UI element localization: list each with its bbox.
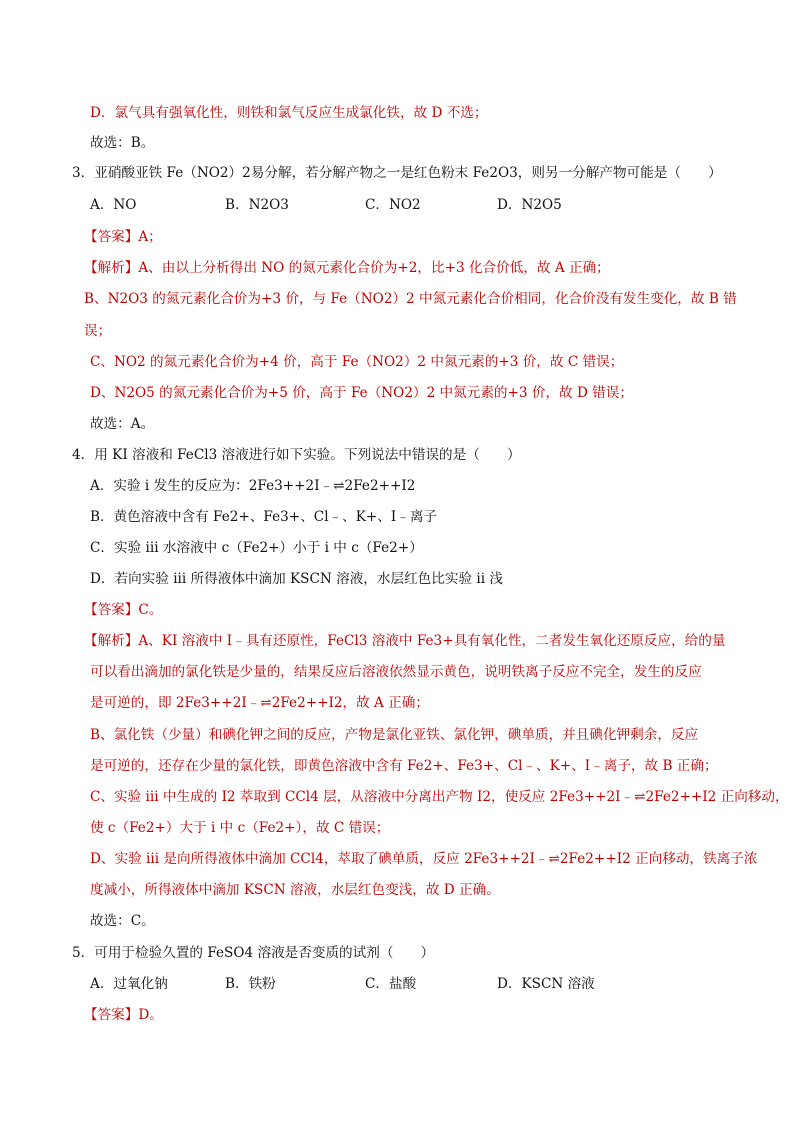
q5-option-d: D．KSCN 溶液: [497, 976, 595, 992]
q3-analysis-line: 【解析】A、由以上分析得出 NO 的氮元素化合价为+2，比+3 化合价低，故 A 正确；: [84, 260, 610, 276]
q4-stem: 4．用 KI 溶液和 FeCl3 溶液进行如下实验。下列说法中错误的是（ ）: [72, 447, 521, 463]
q3-analysis-line: B、N2O3 的氮元素化合价为+3 价，与 Fe（NO2）2 中氮元素化合价相同，化合价没有发生变化，故 B 错: [84, 291, 737, 307]
q3-analysis-line: 误；: [84, 323, 112, 339]
q4-analysis-line: 使 c（Fe2+）大于 i 中 c（Fe2+），故 C 错误；: [90, 820, 390, 836]
q4-choose: 故选：C。: [90, 913, 155, 929]
q3-stem: 3．亚硝酸亚铁 Fe（NO2）2易分解，若分解产物之一是红色粉末 Fe2O3，则另一分解产物可能是（ ）: [72, 165, 722, 181]
prev-option-d-explanation: D．氯气具有强氧化性，则铁和氯气反应生成氯化铁，故 D 不选；: [90, 105, 488, 121]
q3-analysis-line: D、N2O5 的氮元素化合价为+5 价，高于 Fe（NO2）2 中氮元素的+3 价，故 D 错误；: [90, 385, 633, 401]
q4-analysis-line: 是可逆的，即 2Fe3++2I﹣⇌2Fe2++I2，故 A 正确；: [90, 695, 429, 711]
q5-answer: 【答案】D。: [84, 1007, 163, 1023]
q5-option-a: A．过氧化钠: [90, 976, 168, 992]
q3-option-d: D．N2O5: [497, 197, 562, 213]
q4-analysis-line: 度减小，所得液体中滴加 KSCN 溶液，水层红色变浅，故 D 正确。: [90, 882, 500, 898]
q4-analysis-line: B、氯化铁（少量）和碘化钾之间的反应，产物是氯化亚铁、氯化钾，碘单质，并且碘化钾剩余，反应: [90, 727, 699, 743]
q4-option-b: B．黄色溶液中含有 Fe2+、Fe3+、Cl﹣、K+、I﹣离子: [90, 509, 438, 525]
q4-analysis-line: D、实验 iii 是向所得液体中滴加 CCl4，萃取了碘单质，反应 2Fe3++2I﹣⇌2Fe2++I2 正向移动，铁离子浓: [90, 851, 758, 867]
q4-analysis-line: 是可逆的，还存在少量的氯化铁，即黄色溶液中含有 Fe2+、Fe3+、Cl﹣、K+、I﹣离子，故 B 正确；: [90, 758, 718, 774]
q5-option-b: B．铁粉: [225, 976, 276, 992]
q5-stem: 5．可用于检验久置的 FeSO4 溶液是否变质的试剂（ ）: [72, 945, 435, 961]
q4-analysis-line: 【解析】A、KI 溶液中 I﹣具有还原性，FeCl3 溶液中 Fe3+具有氧化性，二者发生氧化还原反应，给的量: [84, 633, 726, 649]
q4-option-d: D．若向实验 iii 所得液体中滴加 KSCN 溶液，水层红色比实验 ii 浅: [90, 571, 503, 587]
q3-option-c: C．NO2: [365, 197, 421, 213]
q5-option-c: C．盐酸: [365, 976, 417, 992]
prev-choose: 故选：B。: [90, 135, 155, 151]
q4-answer: 【答案】C。: [84, 602, 163, 618]
q4-option-a: A．实验 i 发生的反应为：2Fe3++2I﹣⇌2Fe2++I2: [90, 478, 416, 494]
q4-analysis-line: 可以看出滴加的氯化铁是少量的，结果反应后溶液依然显示黄色，说明铁离子反应不完全，发生的反应: [90, 664, 702, 680]
q4-analysis-line: C、实验 iii 中生成的 I2 萃取到 CCl4 层，从溶液中分离出产物 I2，使反应 2Fe3++2I﹣⇌2Fe2++I2 正向移动，: [90, 789, 789, 805]
q3-option-b: B．N2O3: [225, 197, 289, 213]
q3-analysis-line: C、NO2 的氮元素化合价为+4 价，高于 Fe（NO2）2 中氮元素的+3 价，故 C 错误；: [90, 354, 624, 370]
q3-answer: 【答案】A；: [84, 229, 162, 245]
q3-option-a: A．NO: [90, 197, 137, 213]
q3-choose: 故选：A。: [90, 416, 155, 432]
q4-option-c: C．实验 iii 水溶液中 c（Fe2+）小于 i 中 c（Fe2+）: [90, 540, 423, 556]
